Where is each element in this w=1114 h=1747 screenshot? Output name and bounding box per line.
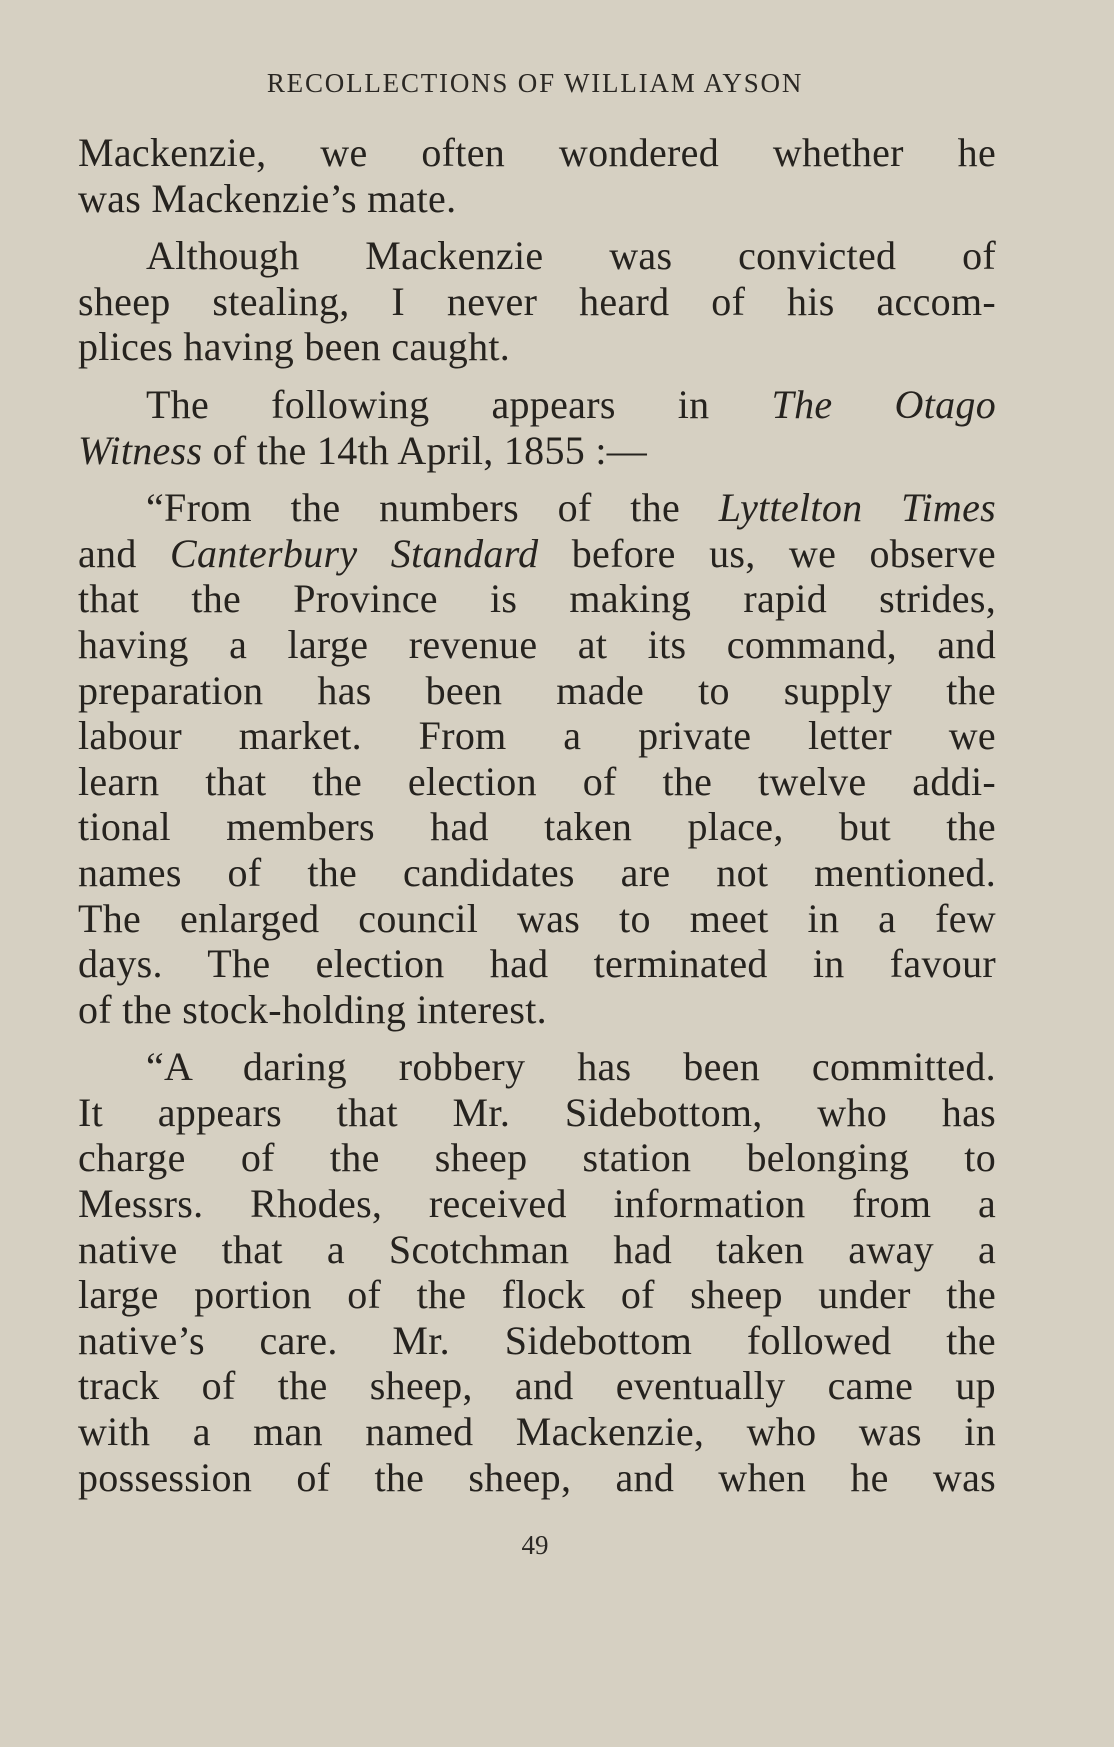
text-run: before us, we observe: [538, 530, 996, 576]
text-line: possession of the sheep, and when he was: [78, 1454, 996, 1500]
text-line: [78, 531, 996, 577]
text-line: of the stock-holding interest.: [78, 986, 547, 1032]
page-number: 49: [521, 1530, 549, 1560]
text-line: sheep stealing, I never heard of his accom-: [78, 278, 996, 324]
text-line: plices having been caught.: [78, 324, 511, 370]
text-line: preparation has been made to supply the: [78, 667, 996, 713]
text-line: having a large revenue at its command, and: [78, 621, 996, 667]
text-line: [78, 485, 996, 531]
text-line: names of the candidates are not mentioned.: [78, 849, 996, 895]
paragraph: [78, 382, 996, 473]
publication-title: Canterbury Standard: [170, 530, 539, 576]
text-line: [78, 382, 996, 428]
text-line: tional members had taken place, but the: [78, 804, 996, 850]
text-line: Although Mackenzie was convicted of: [146, 233, 996, 279]
text-line: labour market. From a private letter we: [78, 713, 996, 759]
text-line: [78, 428, 996, 474]
text-line: The enlarged council was to meet in a few: [78, 895, 996, 941]
text-run: “From the numbers of the: [146, 485, 719, 531]
paragraph: [78, 233, 996, 370]
text-line: days. The election had terminated in favour: [78, 941, 996, 987]
publication-title: Witness: [78, 427, 203, 473]
paragraph: [78, 485, 996, 1032]
publication-title: Lyttelton Times: [718, 485, 997, 531]
text-line: Messrs. Rhodes, received information from a: [78, 1181, 996, 1227]
text-line: large portion of the flock of sheep under the: [78, 1272, 996, 1318]
text-line: “A daring robbery has been committed.: [146, 1044, 996, 1090]
paragraph: [78, 130, 996, 221]
running-head: RECOLLECTIONS OF WILLIAM AYSON: [266, 68, 804, 98]
text-line: was Mackenzie’s mate.: [78, 175, 457, 221]
text-line: It appears that Mr. Sidebottom, who has: [78, 1089, 996, 1135]
text-line: learn that the election of the twelve addi-: [78, 758, 996, 804]
text-line: Mackenzie, we often wondered whether he: [78, 130, 996, 175]
text-line: charge of the sheep station belonging to: [78, 1135, 996, 1181]
text-line: with a man named Mackenzie, who was in: [78, 1409, 996, 1455]
text-run: The following appears in: [146, 381, 772, 427]
publication-title: The Otago: [771, 381, 997, 427]
text-run: of the 14th April, 1855 :—: [202, 427, 648, 473]
text-line: native that a Scotchman had taken away a: [78, 1226, 996, 1272]
text-line: track of the sheep, and eventually came up: [78, 1363, 996, 1409]
body-text: [78, 130, 996, 1500]
paragraph: [78, 1044, 996, 1500]
text-line: native’s care. Mr. Sidebottom followed the: [78, 1317, 996, 1363]
text-line: that the Province is making rapid strides,: [78, 576, 996, 622]
text-run: and: [78, 530, 171, 576]
